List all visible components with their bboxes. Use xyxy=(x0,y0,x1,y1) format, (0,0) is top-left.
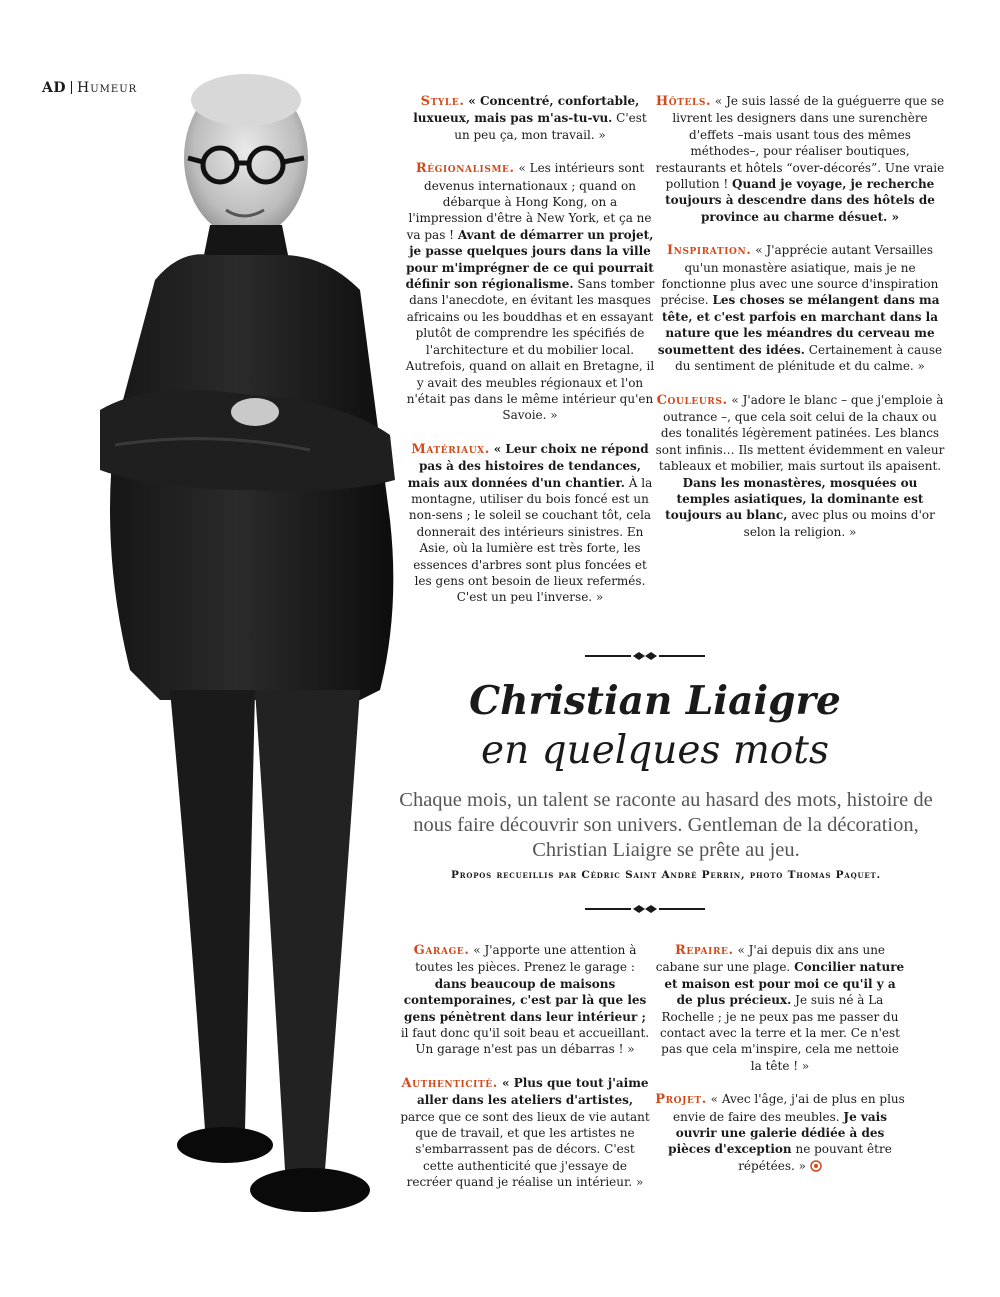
keyword-projet: Projet . xyxy=(655,1092,707,1107)
left-shoe xyxy=(177,1127,273,1163)
keyword-materiaux: Matériaux . xyxy=(411,442,489,457)
entry-projet: Projet . « Avec l'âge, j'ai de plus en plus envie de faire des meubles. Je vais ouvrir une galerie dédiée à des pièces d'exception ne pouvant être répétées. » xyxy=(655,1091,905,1174)
column-left-top xyxy=(405,93,655,623)
byline-credit: Propos recueillis par Cédric Saint André Perrin, photo Thomas Paquet. xyxy=(451,869,881,881)
ornament-divider-bottom xyxy=(585,902,705,916)
keyword-style: Style . xyxy=(421,94,465,109)
headline-line-1: Christian Liaigre xyxy=(469,678,841,724)
entry-repaire: Repaire . « J'ai depuis dix ans une cabane sur une plage. Concilier nature et maison est pour moi ce qu'il y a de plus précieux. Je suis né à La Rochelle ; je ne peux pas me passer du contact avec la terre et la mer. Ce n'est pas que cela m'inspire, cela me nettoie la tête ! » xyxy=(655,942,905,1074)
headline-line-2: en quelques mots xyxy=(481,728,829,773)
keyword-couleurs: Couleurs . xyxy=(657,393,728,408)
keyword-regionalisme: Régionalisme . xyxy=(416,161,515,176)
column-left-bottom xyxy=(400,942,650,1208)
entry-materiaux: Matériaux . « Leur choix ne répond pas à des histoires de tendances, mais aux données d'un chantier. À la montagne, utiliser du bois foncé est un non-sens ; le soleil se couchant tôt, cela donnerait des intérieurs sinistres. En Asie, où la lumière est très forte, les essences d'arbres sont plus foncées et les gens ont besoin de lieux refermés. C'est un peu l'inverse. » xyxy=(405,441,655,606)
keyword-inspiration: Inspiration . xyxy=(667,243,751,258)
ornament-divider-top xyxy=(585,649,705,663)
standfirst: Chaque mois, un talent se raconte au hasard des mots, histoire de nous faire découvrir son univers. Gentleman de la décoration, Christian Liaigre se prête au jeu. xyxy=(399,789,933,861)
entry-regionalisme: Régionalisme . « Les intérieurs sont devenus internationaux ; quand on débarque à Hong Kong, on a l'impression d'être à New York, et ça ne va pas ! Avant de démarrer un projet, je passe quelques jours dans la ville pour m'imprégner de ce qui pourrait définir son régionalisme. Sans tomber dans l'anecdote, en évitant les masques africains ou les bouddhas et en essayant plutôt de comprendre les spécifiés de l'architecture et du mobilier local. Autrefois, quand on allait en Bretagne, il y avait des meubles régionaux et l'on n'était pas dans le même intérieur qu'en Savoie. » xyxy=(405,160,655,424)
end-mark-icon xyxy=(810,1160,822,1172)
keyword-hotels: Hôtels . xyxy=(656,94,711,109)
keyword-garage: Garage . xyxy=(414,943,470,958)
entry-couleurs: Couleurs . « J'adore le blanc – que j'emploie à outrance –, que cela soit celui de la chaux ou des tonalités légèrement patinées. Les blancs sont infinis… Ils mettent évidemment en valeur tableaux et mobilier, mais surtout ils apaisent. Dans les monastères, mosquées ou temples asiatiques, la dominante est toujours au blanc, avec plus ou moins d'or selon la religion. » xyxy=(655,392,945,541)
column-right-top xyxy=(655,93,945,557)
entry-style: Style . « Concentré, confortable, luxueux, mais pas m'as-tu-vu. C'est un peu ça, mon travail. » xyxy=(405,93,655,143)
brand-mark: AD xyxy=(42,80,67,96)
right-shoe xyxy=(250,1168,370,1212)
suit-trousers xyxy=(170,690,255,1130)
rubric-label: Humeur xyxy=(77,80,138,96)
entry-hotels: Hôtels . « Je suis lassé de la guéguerre que se livrent les designers dans une surenchère d'effets –mais usant tous des mêmes méthodes–, pour réaliser boutiques, restaurants et hôtels “over-décorés”. Une vraie pollution ! Quand je voyage, je recherche toujours à descendre dans des hôtels de province au charme désuet. » xyxy=(655,93,945,225)
headline xyxy=(405,676,905,776)
entry-authenticite: Authenticité . « Plus que tout j'aime aller dans les ateliers d'artistes, parce que ce sont des lieux de vie autant que de travail, et que les artistes ne s'embarrassent pas de décors. C'est cette authenticité que j'essaye de recréer quand je réalise un intérieur. » xyxy=(400,1075,650,1191)
keyword-repaire: Repaire . xyxy=(675,943,734,958)
keyword-authenticite: Authenticité . xyxy=(401,1076,497,1091)
column-right-bottom xyxy=(655,942,905,1191)
portrait-photo xyxy=(60,50,410,1240)
entry-inspiration: Inspiration . « J'apprécie autant Versailles qu'un monastère asiatique, mais je ne fonctionne plus avec une source d'inspiration précise. Les choses se mélangent dans ma tête, et c'est parfois en marchant dans la nature que les méandres du cerveau me soumettent des idées. Certainement à cause du sentiment de plénitude et du calme. » xyxy=(655,242,945,374)
entry-garage: Garage . « J'apporte une attention à toutes les pièces. Prenez le garage : dans beaucoup de maisons contemporaines, c'est par là que les gens pénètrent dans leur intérieur ; il faut donc qu'il soit beau et accueillant. Un garage n'est pas un débarras ! » xyxy=(400,942,650,1058)
